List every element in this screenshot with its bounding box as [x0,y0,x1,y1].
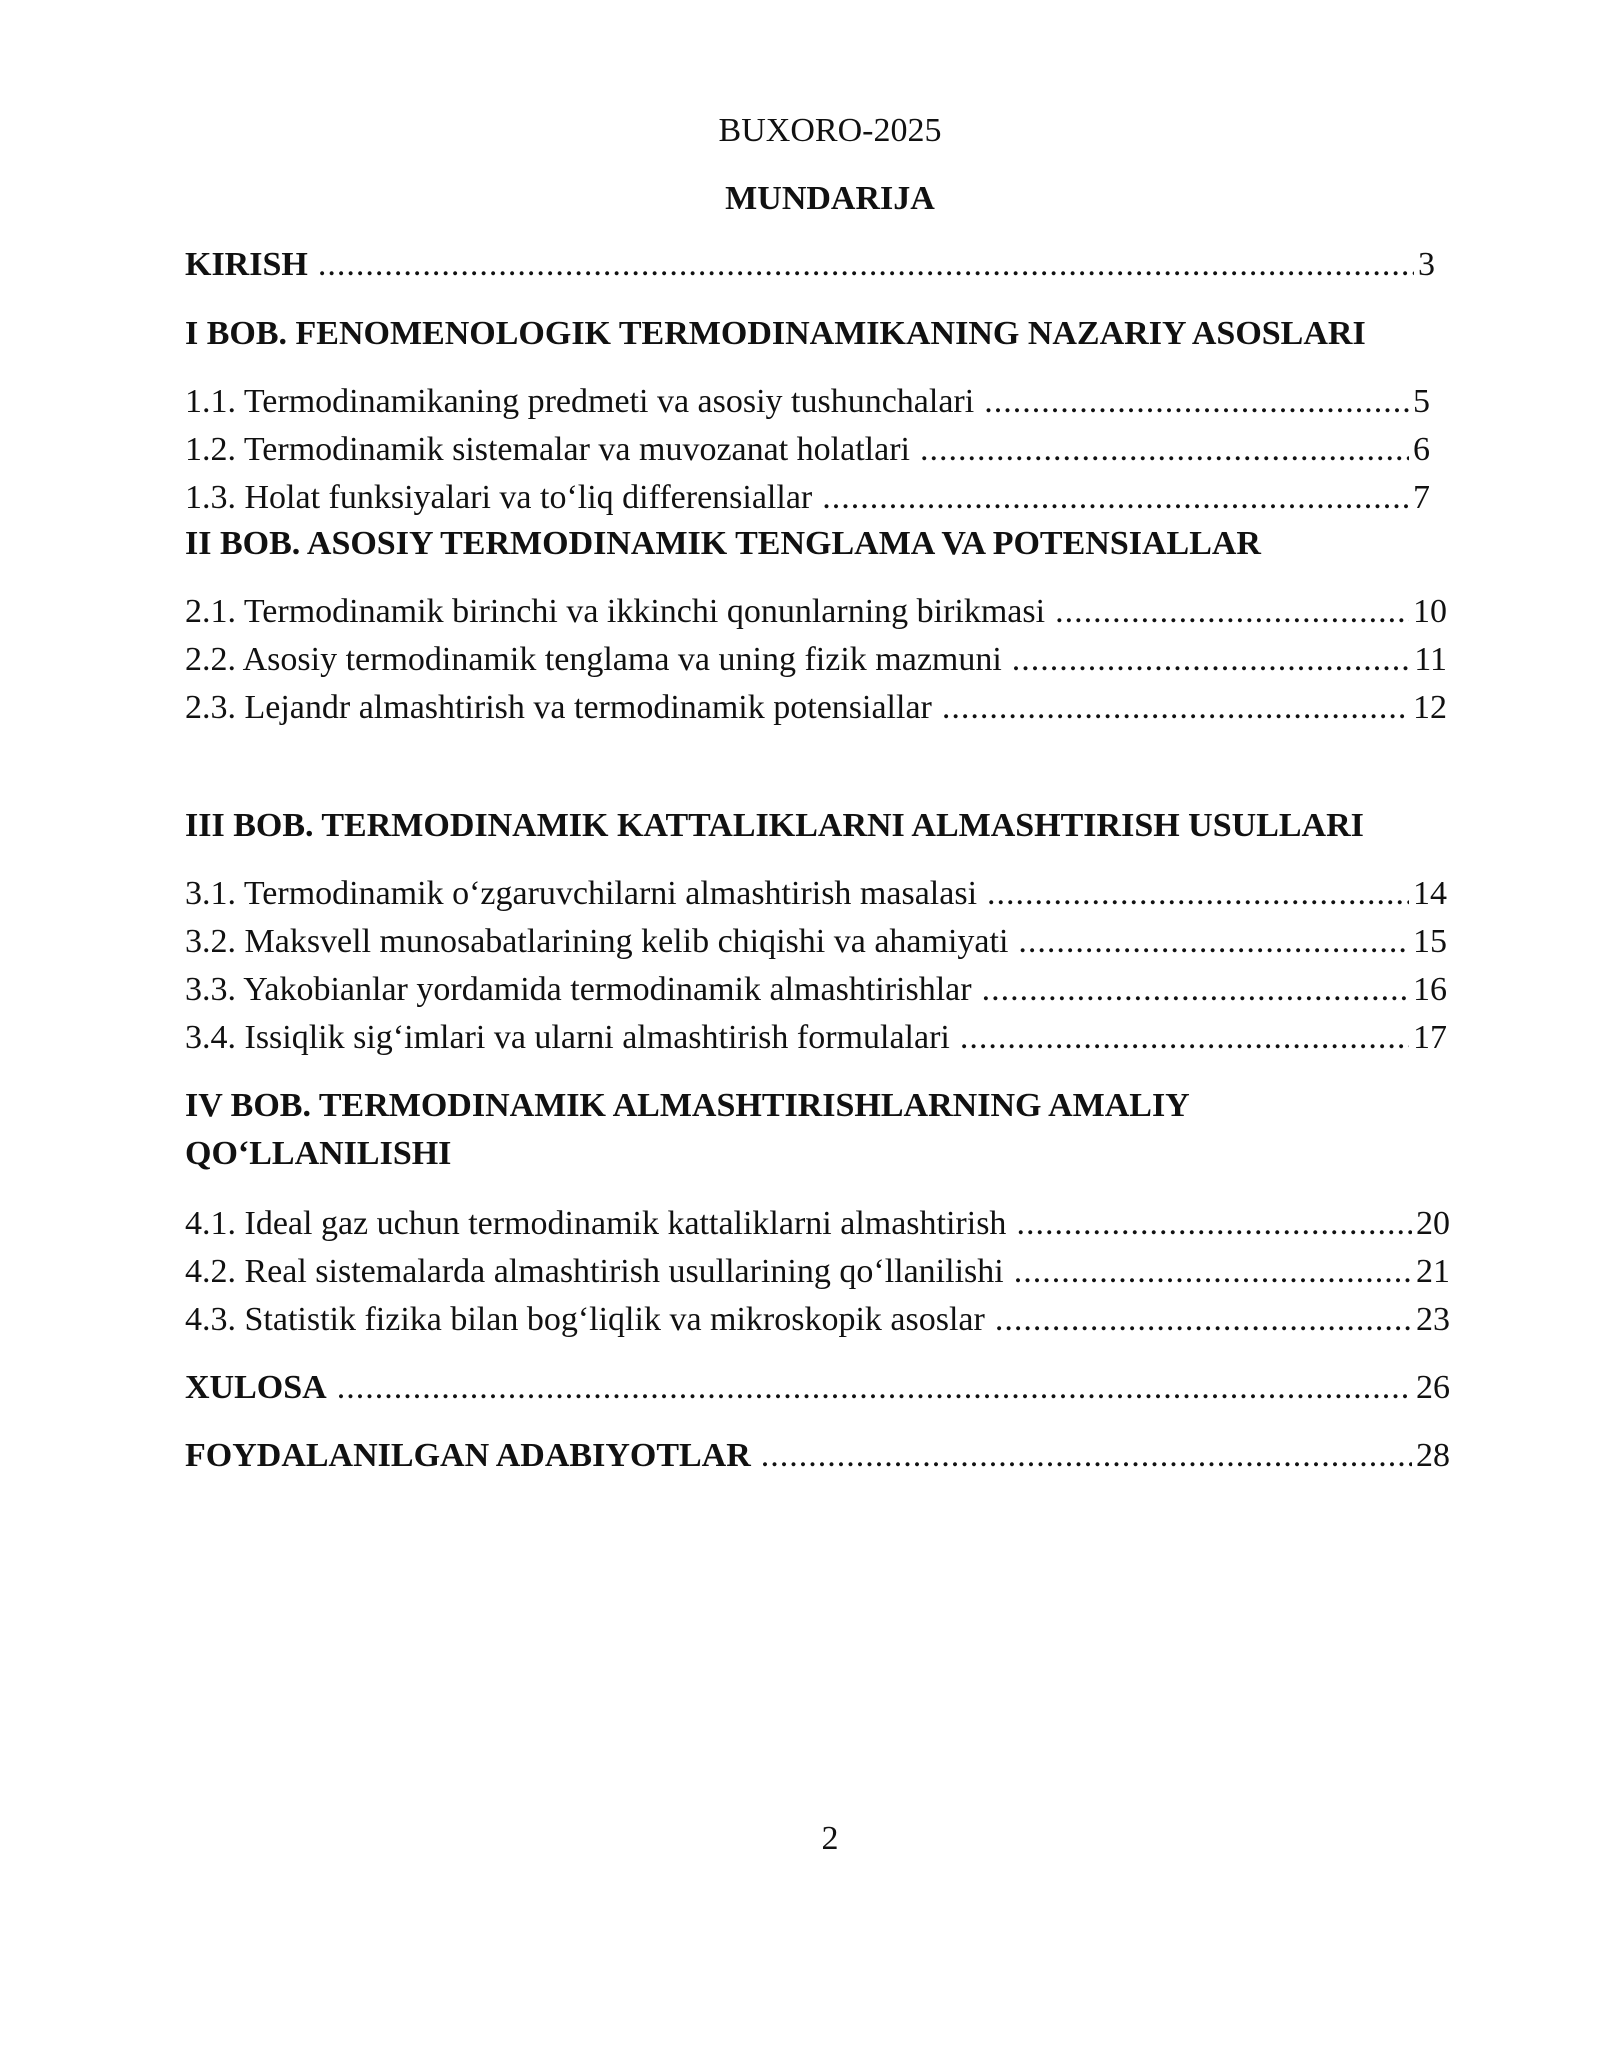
toc-entry-page: 21 [1416,1253,1450,1290]
chapter-2-title: II BOB. ASOSIY TERMODINAMIK TENGLAMA VA POTENSIALLAR [185,525,1261,562]
toc-entry-page: 23 [1416,1301,1450,1338]
toc-entry-page: 11 [1414,641,1447,678]
toc-entry-1-1 [185,382,1430,422]
dot-leader [960,1018,1409,1058]
dot-leader [1014,1252,1412,1292]
dot-leader [1055,592,1409,632]
dot-leader [1018,922,1409,962]
toc-entry-label: 4.2. Real sistemalarda almashtirish usullarining qo‘llanilishi [185,1253,1004,1290]
toc-entry-conclusion [185,1368,1450,1408]
toc-entry-references [185,1436,1450,1476]
toc-entry-3-2 [185,922,1447,962]
toc-entry-4-1 [185,1204,1450,1244]
toc-entry-label: 2.2. Asosiy termodinamik tenglama va uning fizik mazmuni [185,641,1002,678]
city-year-heading: BUXORO-2025 [718,112,942,149]
toc-entry-page: 15 [1413,923,1447,960]
toc-entry-intro [185,245,1435,285]
toc-entry-label: 3.4. Issiqlik sig‘imlari va ularni almashtirish formulalari [185,1019,950,1056]
toc-entry-label: 4.3. Statistik fizika bilan bog‘liqlik va mikroskopik asoslar [185,1301,985,1338]
toc-entry-page: 17 [1413,1019,1447,1056]
toc-title: MUNDARIJA [725,180,935,217]
toc-entry-page: 26 [1416,1369,1450,1406]
toc-entry-3-3 [185,970,1447,1010]
toc-entry-1-2 [185,430,1430,470]
toc-entry-1-3 [185,478,1430,518]
dot-leader [337,1368,1412,1408]
page-number: 2 [821,1820,839,1857]
toc-entry-page: 20 [1416,1205,1450,1242]
dot-leader [822,478,1409,518]
toc-entry-4-3 [185,1300,1450,1340]
toc-entry-2-1 [185,592,1447,632]
dot-leader [318,245,1414,285]
chapter-4-title-line1: IV BOB. TERMODINAMIK ALMASHTIRISHLARNING AMALIY [185,1087,1190,1124]
toc-entry-label: 2.3. Lejandr almashtirish va termodinamik potensiallar [185,689,932,726]
toc-entry-page: 16 [1413,971,1447,1008]
toc-entry-4-2 [185,1252,1450,1292]
dot-leader [984,382,1409,422]
toc-entry-label: 3.3. Yakobianlar yordamida termodinamik almashtirishlar [185,971,972,1008]
toc-entry-label: 2.1. Termodinamik birinchi va ikkinchi qonunlarning birikmasi [185,593,1046,630]
toc-entry-page: 12 [1413,689,1447,726]
toc-entry-label: XULOSA [185,1369,327,1406]
toc-entry-page: 14 [1413,875,1447,912]
toc-entry-3-4 [185,1018,1447,1058]
dot-leader [942,688,1409,728]
toc-entry-2-3 [185,688,1447,728]
toc-entry-page: 28 [1416,1437,1450,1474]
chapter-4-title-line2: QO‘LLANILISHI [185,1135,452,1172]
dot-leader [761,1436,1412,1476]
toc-entry-label: FOYDALANILGAN ADABIYOTLAR [185,1437,751,1474]
chapter-1-title: I BOB. FENOMENOLOGIK TERMODINAMIKANING NAZARIY ASOSLARI [185,315,1366,352]
toc-entry-page: 10 [1413,593,1447,630]
toc-entry-page: 5 [1413,383,1430,420]
toc-entry-label: 1.1. Termodinamikaning predmeti va asosiy tushunchalari [185,383,975,420]
toc-entry-label: 1.3. Holat funksiyalari va to‘liq differensiallar [185,479,813,516]
toc-entry-label: 3.1. Termodinamik o‘zgaruvchilarni almashtirish masalasi [185,875,978,912]
chapter-3-title: III BOB. TERMODINAMIK KATTALIKLARNI ALMASHTIRISH USULLARI [185,807,1364,844]
toc-entry-2-2 [185,640,1447,680]
toc-entry-label: 1.2. Termodinamik sistemalar va muvozanat holatlari [185,431,910,468]
toc-entry-3-1 [185,874,1447,914]
dot-leader [1016,1204,1412,1244]
dot-leader [982,970,1409,1010]
toc-entry-page: 3 [1418,246,1435,283]
dot-leader [987,874,1409,914]
toc-entry-page: 6 [1413,431,1430,468]
dot-leader [1012,640,1410,680]
toc-entry-label: 4.1. Ideal gaz uchun termodinamik kattaliklarni almashtirish [185,1205,1007,1242]
toc-entry-label: KIRISH [185,246,308,283]
dot-leader [920,430,1409,470]
dot-leader [995,1300,1412,1340]
toc-entry-page: 7 [1413,479,1430,516]
toc-entry-label: 3.2. Maksvell munosabatlarining kelib chiqishi va ahamiyati [185,923,1009,960]
